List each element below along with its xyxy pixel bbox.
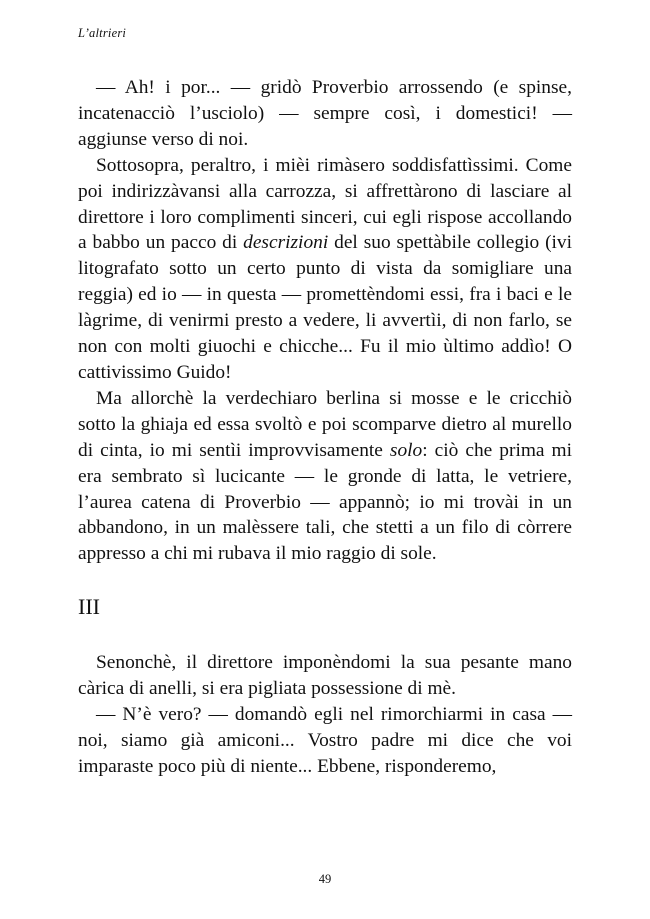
paragraph [78,153,572,386]
italic-term: descrizioni [243,232,329,254]
paragraph-text: Ma allorchè la verdechiaro berlina si mosse e le cricchiò sotto la ghiaja ed essa svoltò e poi scomparve dietro al murello di cinta, io mi sentìi improvvisamente [78,387,572,461]
paragraph-text: del suo spettàbile collegio (ivi litografato sotto un certo punto di vista da somigliare una reggia) ed io — in questa — promettèndomi essi, fra i baci e le làgrime, di venirmi presto a vedere, li avvertìi, di non farlo, se non con molti giuochi e chicche... Fu il mio ùltimo addìo! O cattivissimo Guido! [78,232,572,383]
paragraph: — N’è vero? — domandò egli nel rimorchiarmi in casa — noi, siamo già amiconi... Vostro padre mi dice che voi imparaste poco più di niente... Ebbene, risponderemo, [78,704,572,777]
paragraph-text: Sottosopra, peraltro, i mièi rimàsero soddisfattìssimi. Come poi indirizzàvansi alla carrozza, si affrettàrono di lasciare al direttore i loro complimenti sinceri, cui egli rispose accollando a babbo un pacco di [78,154,572,254]
paragraph: Senonchè, il direttore imponèndomi la sua pesante mano càrica di anelli, si era pigliata possessione di mè. [78,652,572,700]
paragraph: — Ah! i por... — gridò Proverbio arrossendo (e spinse, incatenacciò l’usciolo) — sempre così, i domestici! — aggiunse verso di noi. [78,77,572,150]
section-heading: III [78,594,100,620]
paragraph-text: : ciò che prima mi era sembrato sì lucicante — le gronde di latta, le vetriere, l’aurea catena di Proverbio — appannò; io mi trovài in un abbandono, in un malèssere tali, che stetti a un filo di còrrere appresso a chi mi rubava il mio raggio di sole. [78,439,573,565]
italic-term: solo [389,439,423,461]
body-text [78,75,572,780]
paragraph [78,386,572,567]
page-number: 49 [318,872,332,886]
running-head: L’altrieri [78,26,127,40]
